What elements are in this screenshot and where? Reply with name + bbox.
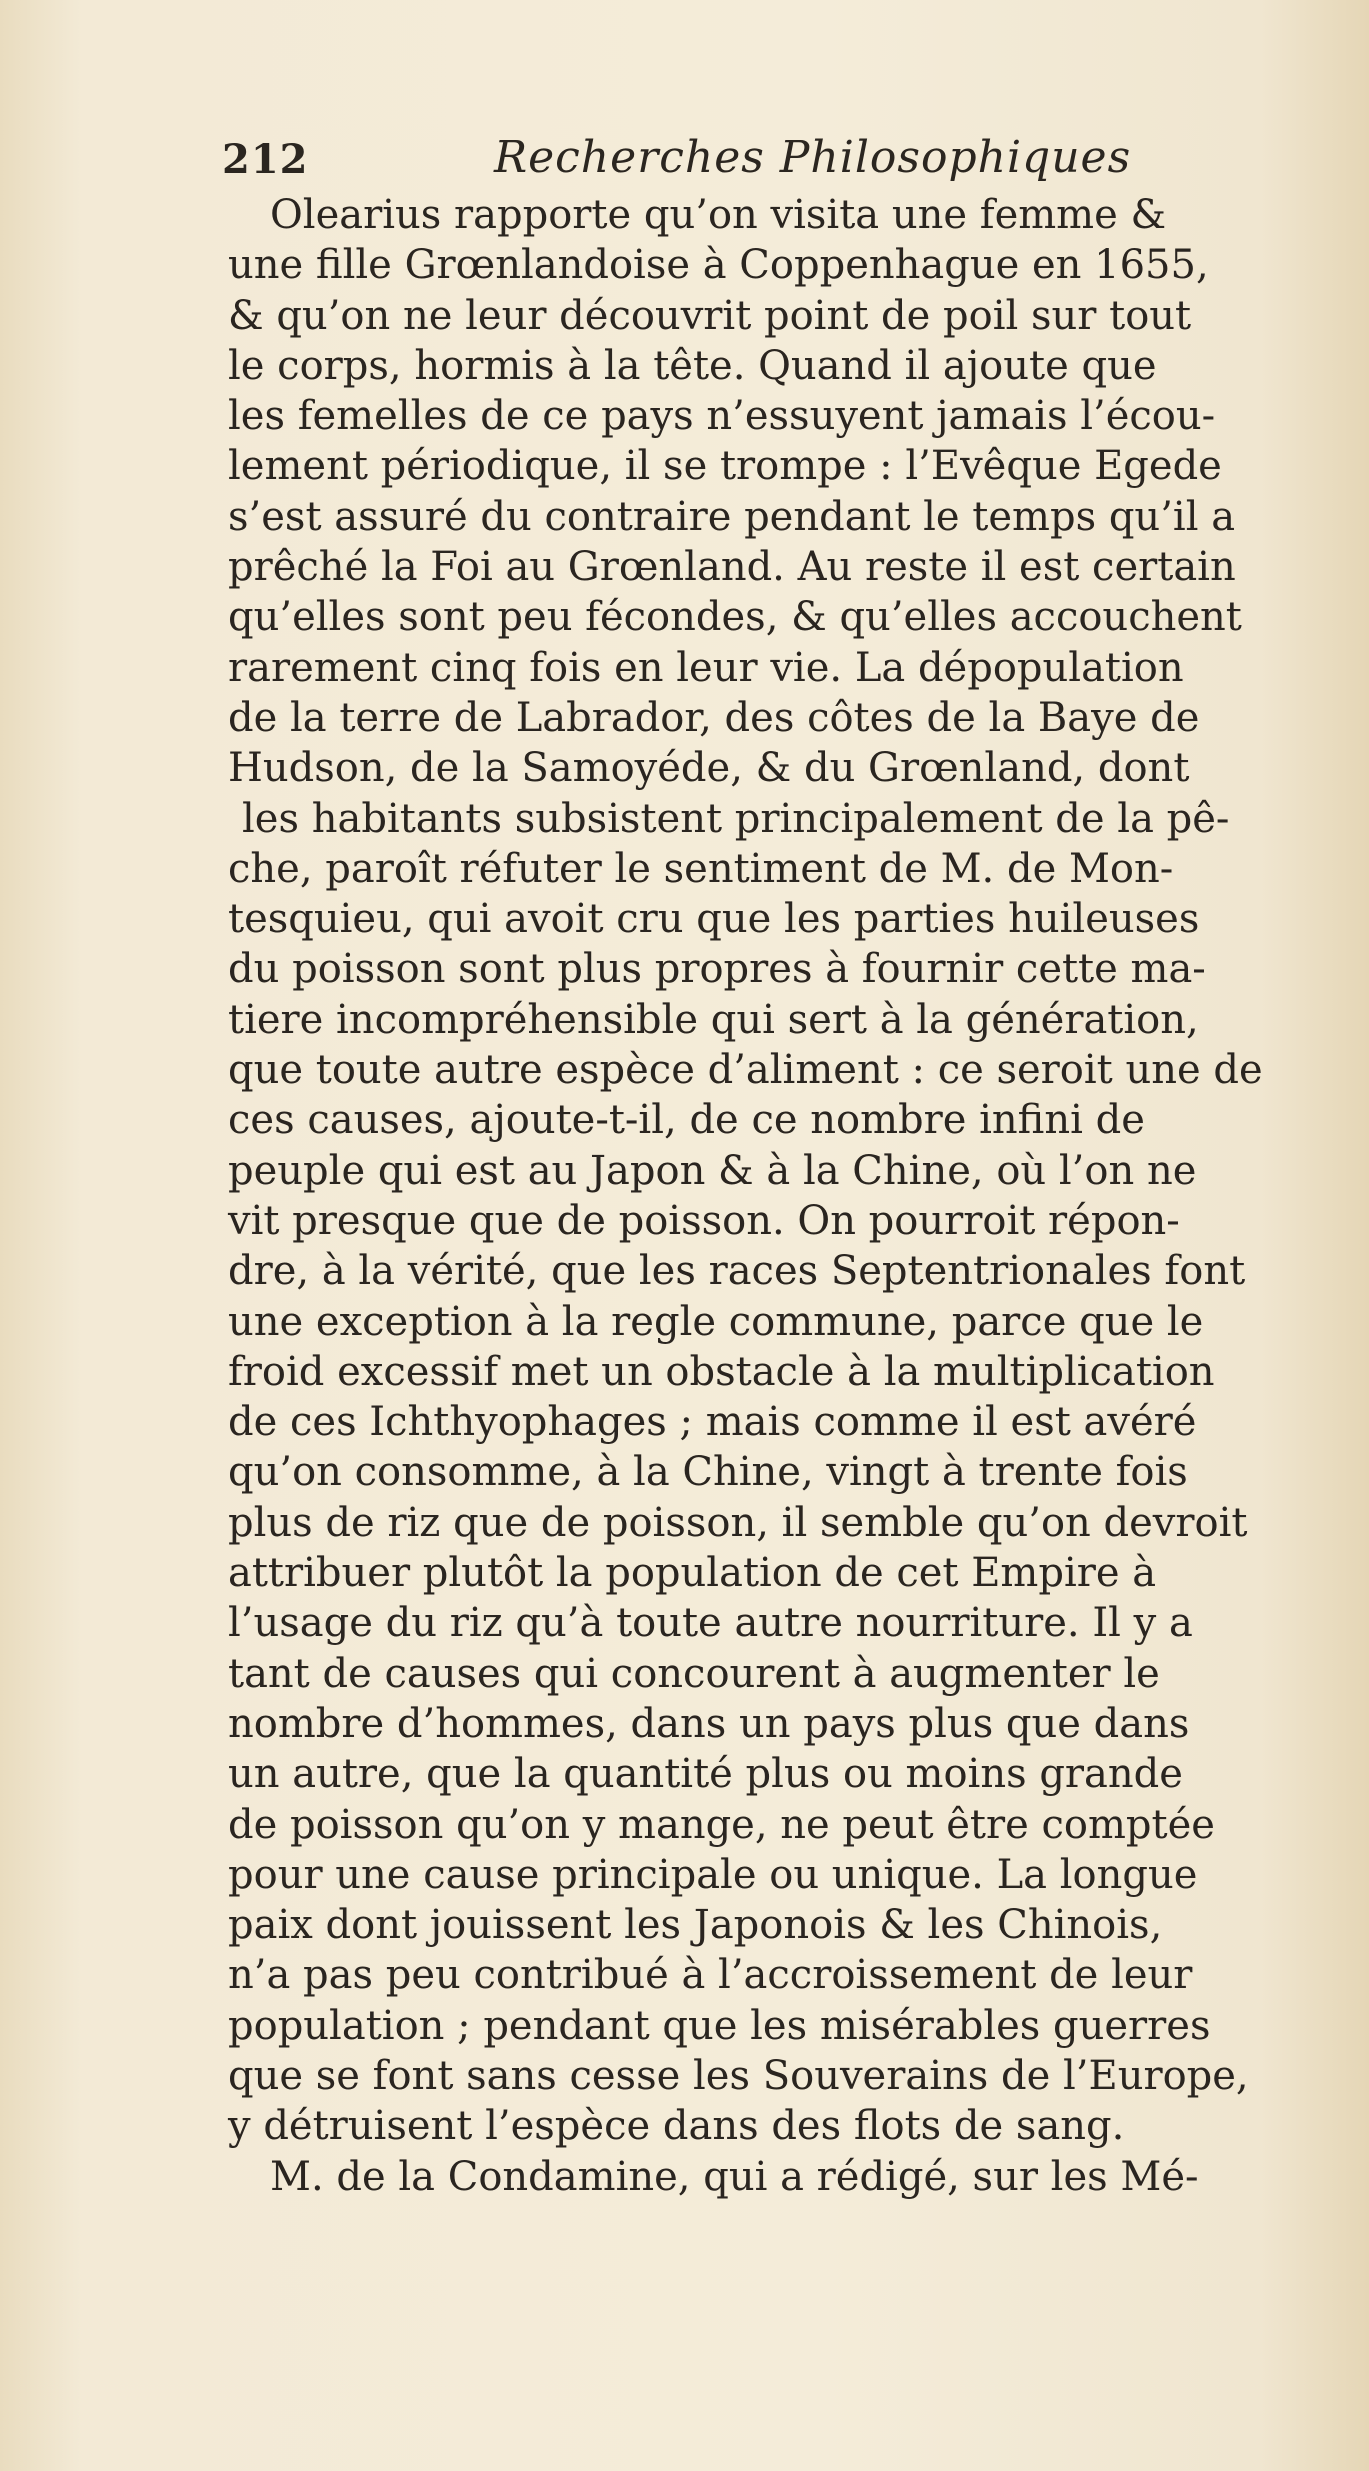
text-line: che, paroît réfuter le sentiment de M. de Mon- <box>228 845 1174 892</box>
text-line: peuple qui est au Japon & à la Chine, où l’on ne <box>228 1147 1197 1194</box>
text-line: attribuer plutôt la population de cet Empire à <box>228 1550 1157 1597</box>
text-line: les habitants subsistent principalement de la pê- <box>242 795 1230 842</box>
text-line: du poisson sont plus propres à fournir cette ma- <box>228 946 1206 993</box>
text-line: que toute autre espèce d’aliment : ce seroit une de <box>228 1047 1263 1094</box>
text-line: rarement cinq fois en leur vie. La dépopulation <box>228 644 1184 691</box>
text-line: population ; pendant que les misérables guerres <box>228 2002 1211 2049</box>
text-line: qu’on consomme, à la Chine, vingt à trente fois <box>228 1449 1188 1496</box>
body-text <box>228 190 1358 2202</box>
text-line: un autre, que la quantité plus ou moins grande <box>228 1751 1183 1798</box>
text-line: une exception à la regle commune, parce que le <box>228 1298 1204 1345</box>
text-line: le corps, hormis à la tête. Quand il ajoute que <box>228 342 1157 389</box>
text-line: Olearius rapporte qu’on visita une femme & <box>270 192 1167 238</box>
text-line: plus de riz que de poisson, il semble qu’on devroit <box>228 1499 1248 1546</box>
text-line: que se font sans cesse les Souverains de l’Europe, <box>228 2052 1249 2099</box>
text-line: & qu’on ne leur découvrit point de poil sur tout <box>228 292 1192 339</box>
text-line: nombre d’hommes, dans un pays plus que dans <box>228 1700 1190 1747</box>
text-line: n’a pas peu contribué à l’accroissement de leur <box>228 1952 1193 1999</box>
text-line: tant de causes qui concourent à augmenter le <box>228 1650 1160 1697</box>
text-line: s’est assuré du contraire pendant le temps qu’il a <box>228 493 1236 540</box>
page-number: 212 <box>222 136 309 183</box>
text-line: paix dont jouissent les Japonois & les Chinois, <box>228 1902 1163 1949</box>
text-line: l’usage du riz qu’à toute autre nourriture. Il y a <box>228 1600 1193 1647</box>
running-title: Recherches Philosophiques <box>494 132 1132 183</box>
text-line: prêché la Foi au Grœnland. Au reste il est certain <box>228 544 1236 591</box>
text-line: dre, à la vérité, que les races Septentrionales font <box>228 1248 1246 1295</box>
text-line: vit presque que de poisson. On pourroit répon- <box>228 1197 1180 1244</box>
text-line: de la terre de Labrador, des côtes de la Baye de <box>228 694 1200 741</box>
text-line: pour une cause principale ou unique. La longue <box>228 1851 1198 1898</box>
text-line: y détruisent l’espèce dans des flots de sang. <box>228 2103 1125 2150</box>
text-line: de ces Ichthyophages ; mais comme il est avéré <box>228 1399 1197 1446</box>
text-line: tesquieu, qui avoit cru que les parties huileuses <box>228 896 1200 943</box>
text-line: lement périodique, il se trompe : l’Evêque Egede <box>228 443 1222 490</box>
text-line: Hudson, de la Samoyéde, & du Grœnland, dont <box>228 745 1190 792</box>
text-line: qu’elles sont peu fécondes, & qu’elles accouchent <box>228 594 1242 641</box>
text-line: les femelles de ce pays n’essuyent jamais l’écou- <box>228 393 1216 440</box>
text-line: ces causes, ajoute-t-il, de ce nombre infini de <box>228 1097 1145 1144</box>
text-line: tiere incompréhensible qui sert à la génération, <box>228 996 1199 1043</box>
text-line: froid excessif met un obstacle à la multiplication <box>228 1348 1215 1395</box>
text-line: une fille Grœnlandoise à Coppenhague en 1655, <box>228 242 1209 289</box>
page-header <box>222 132 1222 192</box>
text-line: de poisson qu’on y mange, ne peut être comptée <box>228 1801 1215 1848</box>
text-line: M. de la Condamine, qui a rédigé, sur les Mé- <box>270 2153 1199 2200</box>
